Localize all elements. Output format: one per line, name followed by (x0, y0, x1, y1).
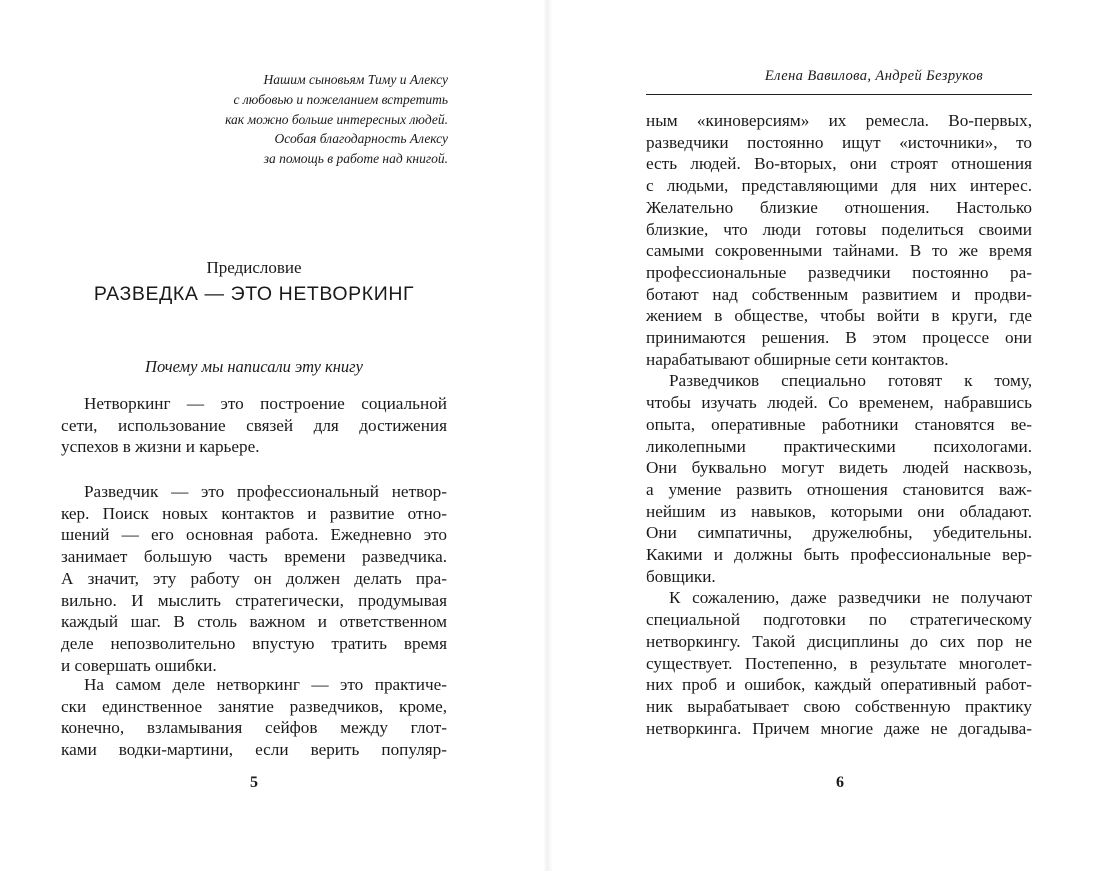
paragraph (61, 481, 447, 676)
text-line: есть людей. Во-вторых, они строят отношения (646, 154, 1032, 174)
text-line: сети, использование связей для достижения (61, 415, 447, 435)
dedication-line: Нашим сыновьям Тиму и Алексу (263, 72, 448, 87)
paragraph (61, 393, 447, 458)
chapter-title: РАЗВЕДКА — ЭТО НЕТВОРКИНГ (93, 283, 415, 305)
text-line: шений — его основная работа. Ежедневно это (61, 525, 447, 545)
preface-label: Предисловие (206, 258, 302, 277)
dedication (148, 70, 448, 169)
text-line: опыта, оперативные работники становятся ве- (646, 414, 1032, 434)
text-line: бовщики. (646, 566, 716, 586)
text-line: деле непозволительно впустую тратить время (61, 633, 447, 653)
text-line: Они буквально могут видеть людей насквозь, (646, 458, 1032, 478)
text-line: конечно, взламывания сейфов между глот- (61, 718, 447, 738)
text-line: нетворкинга. Причем многие даже не догадыва- (646, 718, 1032, 738)
page-number: 5 (250, 774, 258, 791)
dedication-line: за помощь в работе над книгой. (263, 151, 448, 167)
page-number: 6 (836, 774, 844, 791)
text-line: и совершать ошибки. (61, 655, 217, 675)
text-line: А значит, эту работу он должен делать пра- (61, 568, 447, 588)
text-line: с людьми, представляющими для них интерес. (646, 176, 1032, 196)
text-line: самыми сокровенными тайнами. В то же время (646, 241, 1032, 261)
text-line: специальной подготовки по стратегическому (646, 610, 1032, 630)
text-line: нетворкингу. Такой дисциплины до сих пор не (646, 631, 1032, 651)
text-line: занимает большую часть времени разведчика. (61, 547, 447, 567)
text-line: нарабатывают обширные сети контактов. (646, 349, 949, 369)
text-line: ски единственное занятие разведчиков, кроме, (61, 696, 447, 716)
dedication-line: с любовью и пожеланием встретить (233, 91, 448, 107)
text-line: каждый шаг. В столь важном и ответственном (61, 612, 447, 632)
text-line: ным «киноверсиям» их ремесла. Во-первых, (646, 111, 1032, 130)
text-line: разведчики постоянно ищут «источники», то (646, 132, 1032, 152)
text-line: Желательно близкие отношения. Настолько (646, 197, 1032, 217)
text-line: Нетворкинг — это построение социальной (84, 394, 447, 413)
text-line: существует. Постепенно, в результате многолет- (646, 653, 1032, 673)
running-head: Елена Вавилова, Андрей Безруков (764, 68, 984, 84)
section-subtitle: Почему мы написали эту книгу (145, 357, 363, 376)
left-page (0, 0, 543, 871)
text-line: ликолепными практическими психологами. (646, 436, 1032, 456)
text-line: нейшим из навыков, которыми они обладают. (646, 501, 1032, 521)
text-line: На самом деле нетворкинг — это практиче- (84, 675, 447, 694)
text-line: жением в обществе, чтобы войти в круги, где (646, 306, 1032, 326)
text-line: кер. Поиск новых контактов и развитие отно- (61, 503, 447, 523)
text-line: принимаются решения. В этом процессе они (646, 328, 1032, 348)
right-page (553, 0, 1098, 871)
text-line: Какими и должны быть профессиональные вер- (646, 545, 1032, 565)
text-line: них проб и ошибок, каждый оперативный работ- (646, 675, 1032, 695)
text-line: Разведчик — это профессиональный нетвор- (84, 482, 447, 501)
text-line: ками водки-мартини, если верить популяр- (61, 740, 447, 760)
text-line: успехов в жизни и карьере. (61, 437, 260, 457)
text-line: Разведчиков специально готовят к тому, (669, 371, 1032, 391)
text-line: ник вырабатывает свою собственную практику (646, 696, 1032, 716)
text-line: а умение развить отношения становится важ- (646, 479, 1032, 499)
text-line: близкие, что люди готовы поделиться своими (646, 219, 1032, 239)
dedication-line: Особая благодарность Алексу (274, 131, 448, 147)
dedication-line: как можно больше интересных людей. (225, 111, 448, 127)
text-line: К сожалению, даже разведчики не получают (669, 588, 1032, 608)
text-line: вильно. И мыслить стратегически, продумывая (61, 590, 447, 610)
book-gutter (543, 0, 553, 871)
text-line: чтобы изучать людей. Со временем, набравшись (646, 393, 1032, 413)
page-body (646, 110, 1032, 739)
text-line: профессиональные разведчики постоянно ра- (646, 262, 1032, 282)
text-line: Они симпатичны, дружелюбны, убедительны. (646, 523, 1032, 543)
header-rule (646, 94, 1032, 95)
paragraph (61, 674, 447, 761)
text-line: ботают над собственным развитием и продви- (646, 284, 1032, 304)
